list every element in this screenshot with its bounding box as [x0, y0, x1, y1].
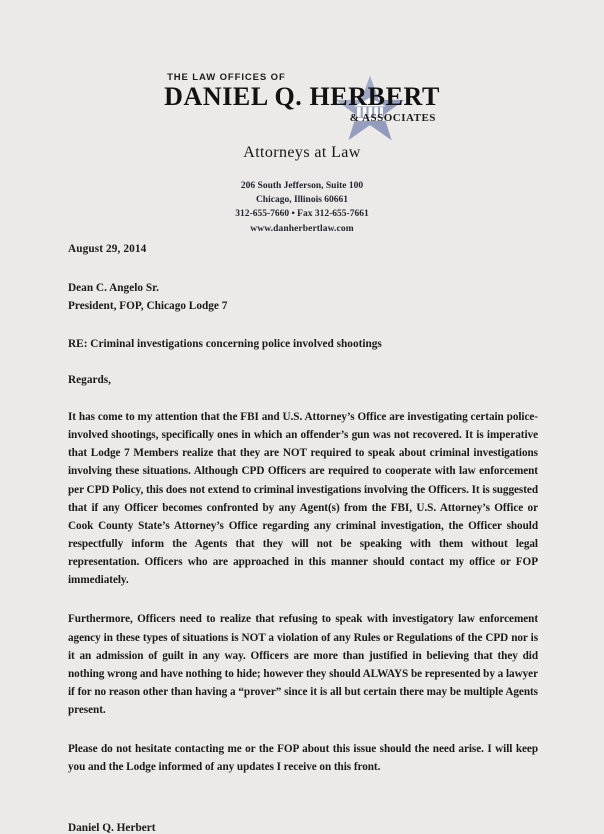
address-city-state-zip: Chicago, Illinois 60661	[255, 194, 349, 205]
letter-paragraph-2: Furthermore, Officers need to realize that refusing to speak with investigatory law enforcement agency in these types of situations is NOT a violation of any Rules or Regulations of the CPD nor is it an admission of guilt in any way. Officers are more than justified in believing that they did nothing wrong and have nothing to hide; however they should ALWAYS be represented by a lawyer if for no reason other than having a “prover” since it is all but certain there may be multiple Agents present.	[68, 613, 538, 717]
recipient-name: Dean C. Angelo Sr.	[68, 282, 159, 294]
firm-name: DANIEL Q. HERBERT	[164, 82, 440, 111]
address-phone-fax: 312-655-7660 • Fax 312-655-7661	[235, 209, 369, 220]
letter-subject: RE: Criminal investigations concerning police involved shootings	[68, 338, 382, 350]
recipient-title: President, FOP, Chicago Lodge 7	[68, 299, 228, 312]
letterhead-eyebrow: THE LAW OFFICES OF	[167, 72, 286, 83]
letter-paragraph-3: Please do not hesitate contacting me or the FOP about this issue should the need arise. I will keep you and the Lodge informed of any updates I receive on this front.	[68, 743, 538, 774]
address-street: 206 South Jefferson, Suite 100	[240, 180, 364, 191]
firm-associates: & ASSOCIATES	[349, 111, 436, 124]
letter-signature: Daniel Q. Herbert	[68, 821, 156, 834]
recipient-block	[68, 280, 538, 315]
letter-paragraph-1: It has come to my attention that the FBI and U.S. Attorney’s Office are investigating certain police-involved shootings, specifically ones in which an offender’s gun was not recovered. It is imperative that Lodge 7 Members realize that they are NOT required to speak about criminal investigations involving these situations. Although CPD Officers are required to cooperate with law enforcement per CPD Policy, this does not extend to criminal investigations involving the Officers. It is suggested that if any Officer becomes confronted by any Agent(s) from the FBI, U.S. Attorney’s Office or Cook County State’s Attorney’s Office regarding any criminal investigation, the Officer should respectfully inform the Agents that they will not be speaking with them without legal representation. Officers who are approached in this manner should contact my office or FOP immediately.	[68, 411, 538, 587]
letter-date: August 29, 2014	[68, 243, 147, 255]
address-website[interactable]: www.danherbertlaw.com	[250, 223, 354, 234]
letter-salutation: Regards,	[68, 374, 111, 386]
letter-body	[68, 243, 538, 834]
letterhead-tagline: Attorneys at Law	[243, 143, 361, 161]
letterhead-address-block	[0, 179, 604, 237]
firm-wordmark	[164, 72, 440, 124]
firm-logo-block	[164, 72, 440, 126]
letterhead	[0, 0, 604, 236]
